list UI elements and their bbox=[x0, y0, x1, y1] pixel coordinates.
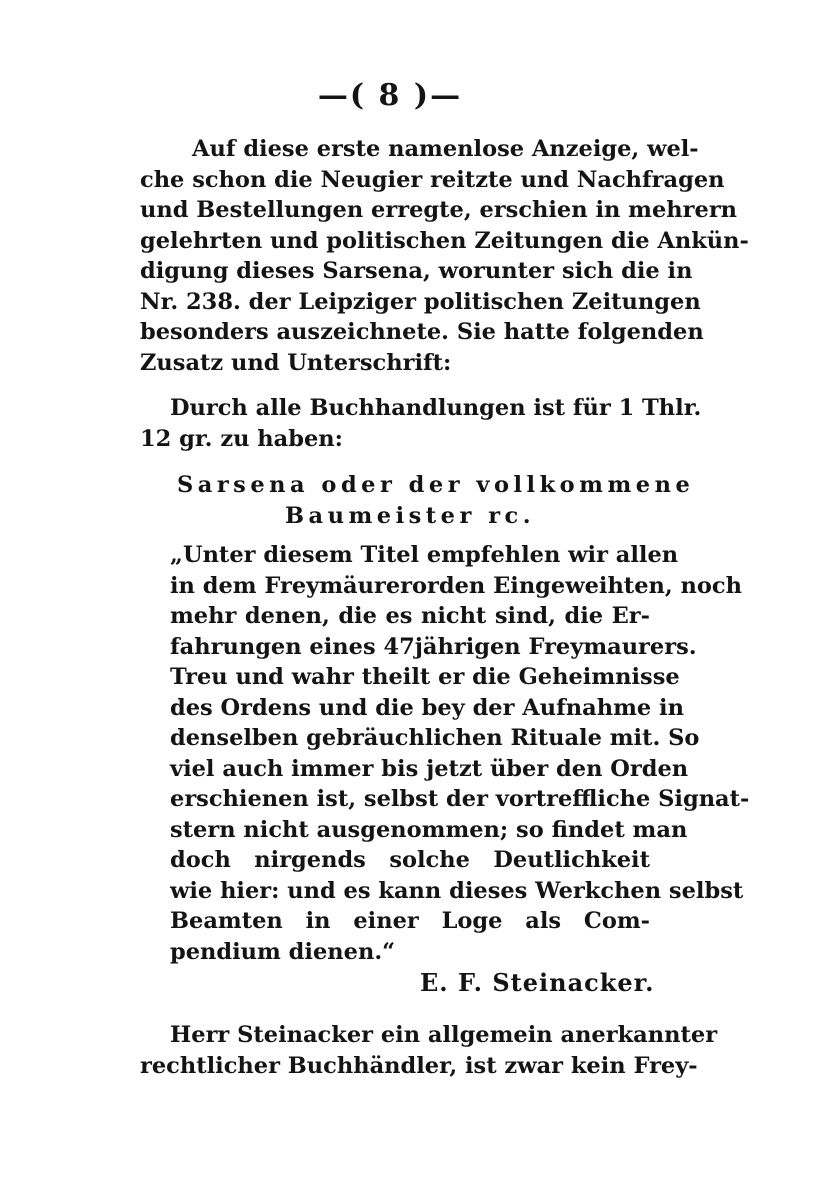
text-line: Herr Steinacker ein allgemein anerkannter bbox=[170, 1022, 718, 1048]
quote-line: viel auch immer bis jetzt über den Orden bbox=[170, 755, 689, 782]
page-number: —( 8 )— bbox=[317, 78, 463, 113]
quote-line: des Ordens und die bey der Aufnahme in bbox=[170, 694, 684, 721]
quote-line: stern nicht ausgenommen; so findet man bbox=[170, 816, 688, 843]
quote-line: Beamten in einer Loge als Com- bbox=[170, 908, 650, 934]
text-line: und Bestellungen erregte, erschien in mehrern bbox=[140, 197, 738, 223]
quote-line: erschienen ist, selbst der vortreffliche Signat- bbox=[170, 786, 750, 812]
text-line: 12 gr. zu haben: bbox=[140, 425, 343, 452]
text-line: che schon die Neugier reitzte und Nachfragen bbox=[140, 166, 725, 193]
text-line: gelehrten und politischen Zeitungen die Ankün- bbox=[140, 227, 749, 254]
signature: E. F. Steinacker. bbox=[420, 968, 655, 997]
quote-block bbox=[170, 540, 750, 967]
quote-line: „Unter diesem Titel empfehlen wir allen bbox=[170, 542, 679, 568]
paragraph-3 bbox=[140, 1020, 718, 1081]
text-line: Zusatz und Unterschrift: bbox=[140, 349, 452, 376]
paragraph-1 bbox=[140, 134, 749, 378]
text-line: Auf diese erste namenlose Anzeige, wel- bbox=[192, 136, 699, 162]
book-title-line: Baumeister rc. bbox=[285, 502, 536, 529]
text-line: rechtlicher Buchhändler, ist zwar kein Frey- bbox=[140, 1052, 698, 1079]
quote-line: wie hier: und es kann dieses Werkchen selbst bbox=[170, 877, 744, 904]
book-title-line: Sarsena oder der vollkommene bbox=[177, 472, 695, 498]
quote-line: in dem Freymäurerorden Eingeweihten, noch bbox=[170, 572, 742, 599]
quote-line: doch nirgends solche Deutlichkeit bbox=[170, 847, 650, 873]
quote-line: pendium dienen.“ bbox=[170, 938, 396, 965]
text-line: Durch alle Buchhandlungen ist für 1 Thlr. bbox=[170, 395, 702, 421]
quote-line: fahrungen eines 47jährigen Freymaurers. bbox=[170, 633, 697, 660]
book-title bbox=[140, 470, 695, 531]
quote-line: Treu und wahr theilt er die Geheimnisse bbox=[170, 664, 680, 690]
text-line: Nr. 238. der Leipziger politischen Zeitungen bbox=[140, 288, 701, 315]
paragraph-2 bbox=[140, 393, 702, 454]
quote-line: mehr denen, die es nicht sind, die Er- bbox=[170, 603, 650, 629]
text-line: digung dieses Sarsena, worunter sich die in bbox=[140, 258, 693, 284]
text-line: besonders auszeichnete. Sie hatte folgenden bbox=[140, 319, 704, 345]
quote-line: denselben gebräuchlichen Rituale mit. So bbox=[170, 725, 700, 751]
